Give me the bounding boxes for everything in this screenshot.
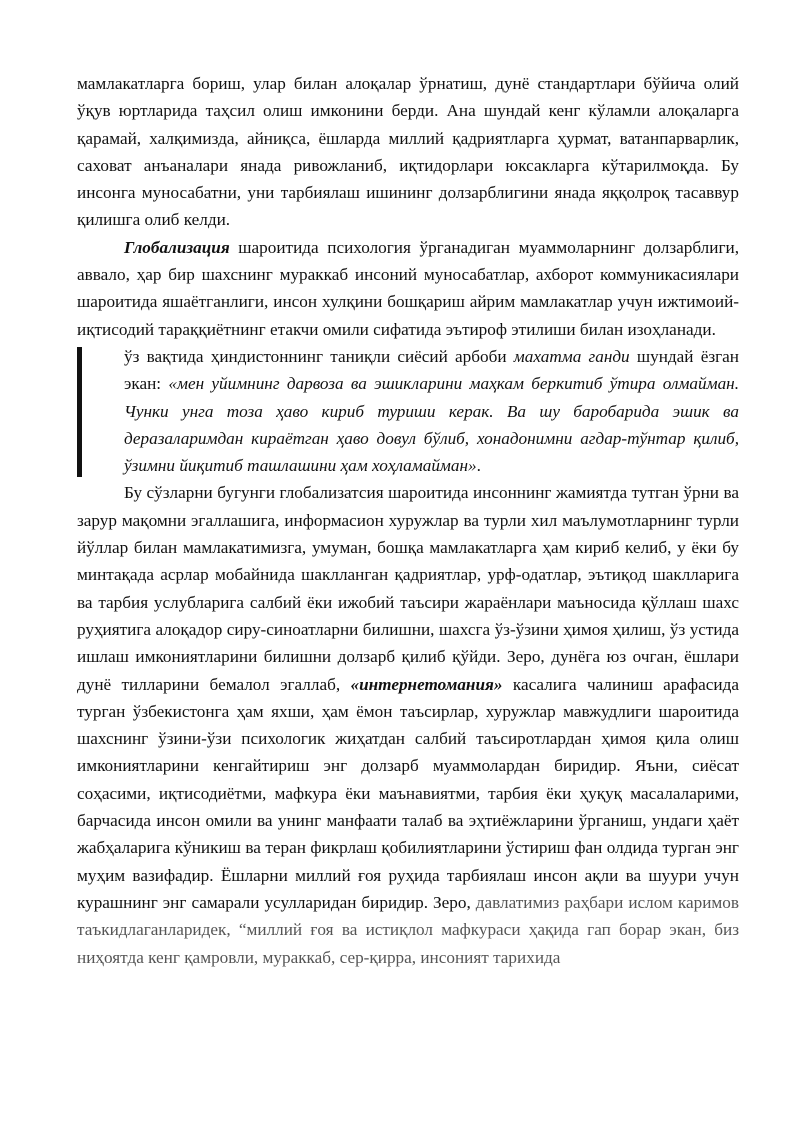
quote-bar <box>77 347 82 477</box>
paragraph-4-text-a: Бу сўзларни бугунги глобализатсия шароитида инсоннинг жамиятда тутган ўрни ва зарур мақомни эгаллашига, информасион хуружлар ва турли хил маълумотларнинг турли йўллар билан мамлакатимизга, умуман, бошқа мамлакатларга ҳам кириб келиб, у ёки бу минтақада асрлар мобайнида шаклланган қадриятлар, урф-одатлар, эътиқод шаклларига ва тарбия услубларига салбий ёки ижобий таъсири жараёнлари маъносида қўллаш шахс руҳиятига алоқадор сиру-синоатларни билишни, шахсга ўз-ўзини ҳимоя ҳилиш, ўз устида ишлаш имкониятларини билишни долзарб қилиб қўйди. Зеро, дунёга юз очган, ёшлари дунё тилларини бемалол эгаллаб, <box>77 483 739 694</box>
paragraph-4 <box>77 479 739 970</box>
quote-paragraph <box>124 343 739 479</box>
paragraph-1-text: мамлакатларга бориш, улар билан алоқалар ўрнатиш, дунё стандартлари бўйича олий ўқув юртларида таҳсил олиш имконини берди. Ана шундай кенг кўламли алоқаларга қарамай, халқимизда, айниқса, ёшларда миллий қадриятларга ҳурмат, ватанпарварлик, саховат анъаналари янада ривожланиб, иқтидорлари юксакларга кўтарилмоқда. Бу инсонга муносабатни, уни тарбиялаш ишининг долзарблигини янада яққолроқ тасаввур қилишга олиб келди. <box>77 74 739 230</box>
paragraph-2 <box>77 234 739 343</box>
quote-intro: ўз вақтида ҳиндистоннинг таниқли сиёсий арбоби <box>124 346 514 366</box>
quote-author: махатма ганди <box>513 346 630 366</box>
quote-intro-2: шундай ёзган экан: <box>124 346 739 394</box>
document-page <box>77 70 739 971</box>
quote-end: . <box>476 456 481 476</box>
paragraph-1 <box>77 70 739 234</box>
paragraph-2-text: шароитида психология ўрганадиган муаммоларнинг долзарблиги, аввало, ҳар бир шахснинг мураккаб инсоний муносабатлар, ахборот коммуникасиялари шароитида яшаётганлиги, инсон хулқини бошқариш айрим мамлакатлар учун ижтимоий-иқтисодий тараққиётнинг етакчи омили сифатида эътироф этилиши билан изоҳланади. <box>77 237 739 339</box>
paragraph-4-text-b: касалига чалиниш арафасида турган ўзбекистонга ҳам яхши, ҳам ёмон таъсирлар, хуружлар мавжудлиги шароитида шахснинг ўзини-ўзи психологик жиҳатдан салбий таъсиротлардан ҳимоя қила олиш имкониятларини кенгайтириш энг долзарб муаммолардан биридир. Яъни, сиёсат соҳасими, иқтисодиётми, мафкура ёки маънавиятми, тарбия ёки ҳуқуқ масалаларими, барчасида инсон омили ва унинг манфаати талаб ва эҳтиёжларини ўрганиш, ундаги ҳаёт жабҳаларига кўникиш ва теран фикрлаш қобилиятларини ўстириш фан олдида турган энг муҳим вазифадир. Ёшларни миллий ғоя руҳида тарбиялаш инсон ақли ва шуури учун курашнинг энг самарали усулларидан биридир. Зеро, <box>77 674 739 912</box>
term-internetomania: «интернетомания» <box>350 674 503 694</box>
quote-block <box>77 343 739 479</box>
paragraph-4-text-gray: давлатимиз раҳбари ислом каримов таъкидлаганларидек, “миллий ғоя ва истиқлол мафкураси ҳақида гап борар экан, биз ниҳоятда кенг қамровли, мураккаб, сер-қирра, инсоният тарихида <box>77 892 739 967</box>
term-globalization: Глобализация <box>124 237 230 257</box>
quote-text: «мен уйимнинг дарвоза ва эшикларини маҳкам беркитиб ўтира олмайман. Чунки унга тоза ҳаво кириб туриши керак. Ва шу баробарида эшик ва деразаларимдан кираётган ҳаво довул бўлиб, хонадонимни агдар-тўнтар қилиб, ўзимни йиқитиб ташлашини ҳам хоҳламайман» <box>124 374 739 476</box>
